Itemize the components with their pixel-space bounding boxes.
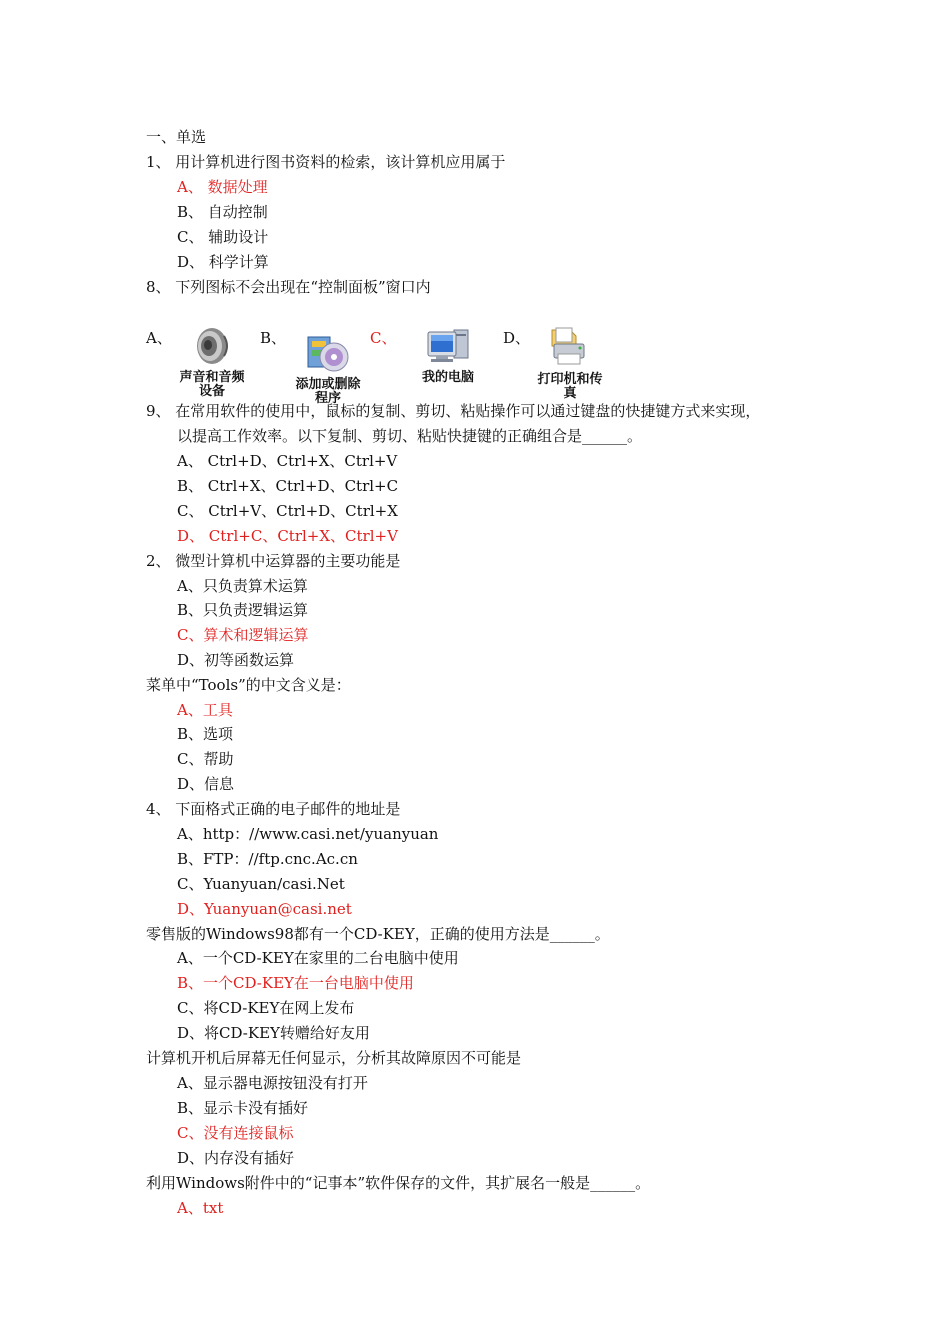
q8-option-a-label: 声音和音频 设备 bbox=[179, 370, 245, 399]
q9-option-b: B、 Ctrl+X、Ctrl+D、Ctrl+C bbox=[177, 477, 399, 495]
q-cdkey-option-b: B、一个CD-KEY在一台电脑中使用 bbox=[177, 974, 414, 992]
q-cdkey-stem: 零售版的Windows98都有一个CD-KEY，正确的使用方法是______。 bbox=[146, 925, 610, 943]
q-tools-option-c: C、帮助 bbox=[177, 750, 234, 768]
q2-option-a: A、只负责算术运算 bbox=[177, 577, 308, 595]
q9-option-a: A、 Ctrl+D、Ctrl+X、Ctrl+V bbox=[177, 452, 398, 470]
q-notepad-stem: 利用Windows附件中的“记事本”软件保存的文件，其扩展名一般是______。 bbox=[146, 1174, 651, 1192]
q8-option-d-label: 打印机和传 真 bbox=[537, 372, 603, 401]
q8-option-c-letter: C、 bbox=[370, 329, 397, 347]
q4-option-c: C、Yuanyuan/casi.Net bbox=[177, 875, 345, 893]
q8-option-d-letter: D、 bbox=[503, 329, 531, 347]
q-cdkey-option-a: A、一个CD-KEY在家里的二台电脑中使用 bbox=[177, 949, 459, 967]
q-screen-option-b: B、显示卡没有插好 bbox=[177, 1099, 309, 1117]
q9-stem-line2: 以提高工作效率。以下复制、剪切、粘贴快捷键的正确组合是______。 bbox=[177, 427, 643, 445]
q-tools-option-b: B、选项 bbox=[177, 725, 234, 743]
speaker-icon bbox=[190, 326, 234, 366]
q1-option-a: A、 数据处理 bbox=[177, 178, 268, 196]
q8-option-b-letter: B、 bbox=[260, 329, 287, 347]
q8-option-c-label: 我的电脑 bbox=[421, 370, 474, 385]
q-screen-option-c: C、没有连接鼠标 bbox=[177, 1124, 294, 1142]
q8-option-b-label: 添加或删除 程序 bbox=[295, 377, 361, 406]
q9-option-c: C、 Ctrl+V、Ctrl+D、Ctrl+X bbox=[177, 502, 398, 520]
q9-stem-line1: 9、 在常用软件的使用中，鼠标的复制、剪切、粘贴操作可以通过键盘的快捷键方式来实现， bbox=[146, 402, 761, 420]
q2-option-c: C、算术和逻辑运算 bbox=[177, 626, 309, 644]
section-title: 一、单选 bbox=[146, 128, 207, 146]
q-cdkey-option-c: C、将CD-KEY在网上发布 bbox=[177, 999, 355, 1017]
q4-option-a: A、http：//www.casi.net/yuanyuan bbox=[177, 825, 439, 843]
printer-fax-icon bbox=[548, 326, 590, 368]
q4-stem: 4、 下面格式正确的电子邮件的地址是 bbox=[146, 800, 401, 818]
my-computer-icon bbox=[426, 326, 472, 368]
q1-option-c: C、 辅助设计 bbox=[177, 228, 269, 246]
q2-option-d: D、初等函数运算 bbox=[177, 651, 295, 669]
add-remove-programs-icon bbox=[306, 333, 350, 375]
q1-stem: 1、 用计算机进行图书资料的检索，该计算机应用属于 bbox=[146, 153, 506, 171]
q-tools-option-a: A、工具 bbox=[177, 701, 233, 719]
q1-option-d: D、 科学计算 bbox=[177, 253, 269, 271]
q4-option-b: B、FTP：//ftp.cnc.Ac.cn bbox=[177, 850, 358, 868]
q2-stem: 2、 微型计算机中运算器的主要功能是 bbox=[146, 552, 401, 570]
q-screen-option-d: D、内存没有插好 bbox=[177, 1149, 295, 1167]
q1-option-b: B、 自动控制 bbox=[177, 203, 268, 221]
q4-option-d: D、Yuanyuan@casi.net bbox=[177, 900, 352, 918]
q8-stem: 8、 下列图标不会出现在“控制面板”窗口内 bbox=[146, 278, 431, 296]
q8-option-a-letter: A、 bbox=[146, 329, 172, 347]
q-tools-stem: 菜单中“Tools”的中文含义是： bbox=[146, 676, 351, 694]
q-tools-option-d: D、信息 bbox=[177, 775, 235, 793]
q-screen-option-a: A、显示器电源按钮没有打开 bbox=[177, 1074, 368, 1092]
q-notepad-option-a: A、txt bbox=[177, 1199, 224, 1217]
q-screen-stem: 计算机开机后屏幕无任何显示，分析其故障原因不可能是 bbox=[146, 1049, 522, 1067]
q2-option-b: B、只负责逻辑运算 bbox=[177, 601, 309, 619]
q9-option-d: D、 Ctrl+C、Ctrl+X、Ctrl+V bbox=[177, 527, 398, 545]
q-cdkey-option-d: D、将CD-KEY转赠给好友用 bbox=[177, 1024, 370, 1042]
